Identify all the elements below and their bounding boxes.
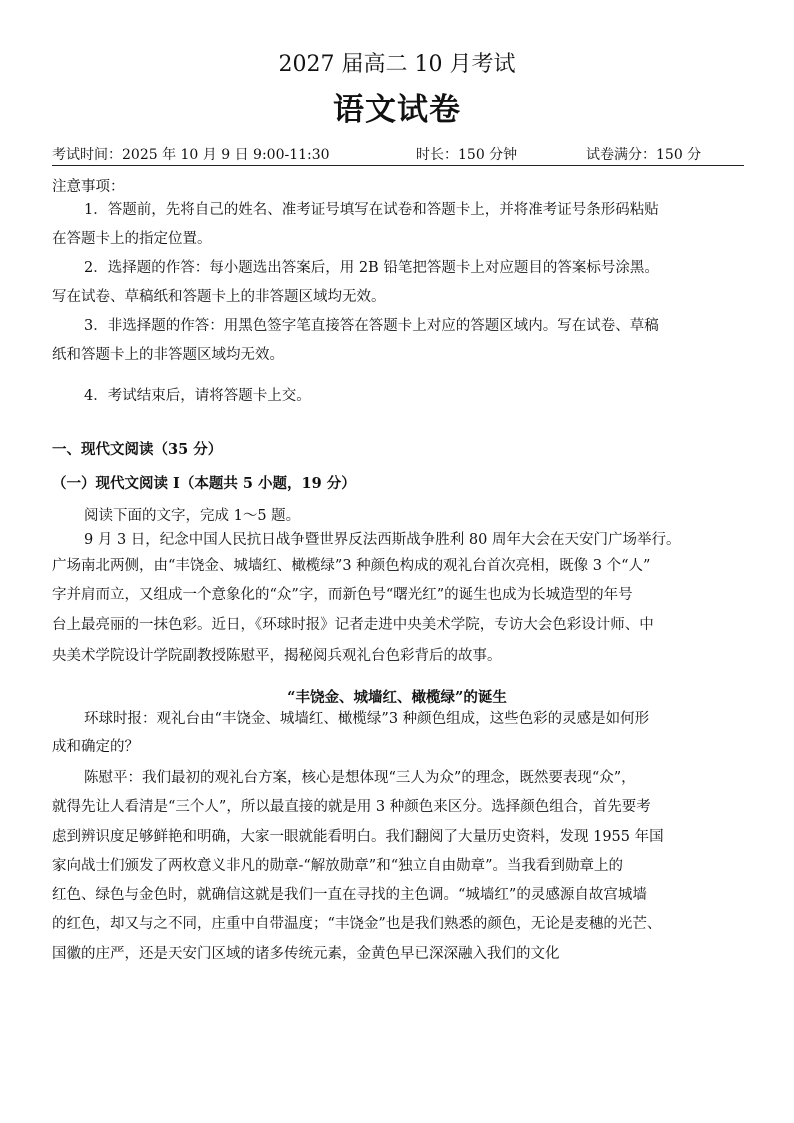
notice-line: 在答题卡上的指定位置。 [52,231,212,247]
part-title: （一）现代文阅读 I（本题共 5 小题，19 分） [52,475,356,492]
exam-time: 考试时间：2025 年 10 月 9 日 9:00-11:30 [52,147,330,163]
exam-info-row [52,145,744,166]
notice-line: 写在试卷、草稿纸和答题卡上的非答题区域均无效。 [52,289,386,305]
notice-heading: 注意事项： [52,179,125,195]
passage-line: 广场南北两侧，由“丰饶金、城墙红、橄榄绿”3 种颜色构成的观礼台首次亮相，既像 3 个“人” [52,558,651,574]
notice-line: 4．考试结束后，请将答题卡上交。 [84,388,311,404]
passage-line: 红色、绿色与金色时，就确信这就是我们一直在寻找的主色调。“城墙红”的灵感源自故宫城墙 [52,887,647,903]
notice-line: 纸和答题卡上的非答题区域均无效。 [52,347,284,363]
exam-duration: 时长：150 分钟 [416,147,518,163]
passage-line: 央美术学院设计学院副教授陈慰平，揭秘阅兵观礼台色彩背后的故事。 [52,648,502,664]
passage-line: 9 月 3 日，纪念中国人民抗日战争暨世界反法西斯战争胜利 80 周年大会在天安门广场举行。 [84,532,681,548]
passage-line: 陈慰平：我们最初的观礼台方案，核心是想体现“三人为众”的理念，既然要表现“众”， [84,770,636,786]
reading-instruction: 阅读下面的文字，完成 1～5 题。 [84,508,301,524]
full-score: 试卷满分：150 分 [586,147,702,163]
passage-line: 家向战士们颁发了两枚意义非凡的勋章-“解放勋章”和“独立自由勋章”。当我看到勋章上的 [52,858,624,874]
passage-line: 虑到辨识度足够鲜艳和明确，大家一眼就能看明白。我们翻阅了大量历史资料，发现 1955 年国 [52,829,664,845]
notice-line: 3．非选择题的作答：用黑色签字笔直接答在答题卡上对应的答题区域内。写在试卷、草稿 [84,318,659,334]
notice-line: 2．选择题的作答：每小题选出答案后，用 2B 铅笔把答题卡上对应题目的答案标号涂黑。 [84,260,659,276]
passage-line: 字并肩而立，又组成一个意象化的“众”字，而新色号“曙光红”的诞生也成为长城造型的年号 [52,587,633,603]
passage-line: 国徽的庄严，还是天安门区域的诸多传统元素，金黄色早已深深融入我们的文化 [52,946,560,962]
section-title: 一、现代文阅读（35 分） [52,441,223,458]
passage-line: 成和确定的？ [52,739,139,755]
article-subtitle: “丰饶金、城墙红、橄榄绿”的诞生 [287,689,507,706]
exam-name: 2027 届高二 10 月考试 [278,52,516,77]
paper-title: 语文试卷 [333,92,461,128]
passage-line: 就得先让人看清是“三个人”，所以最直接的就是用 3 种颜色来区分。选择颜色组合，首先要考 [52,799,651,815]
passage-line: 台上最亮丽的一抹色彩。近日，《环球时报》记者走进中央美术学院，专访大会色彩设计师、中 [52,617,654,633]
passage-line: 环球时报：观礼台由“丰饶金、城墙红、橄榄绿”3 种颜色组成，这些色彩的灵感是如何形 [84,711,650,727]
notice-line: 1．答题前，先将自己的姓名、准考证号填写在试卷和答题卡上，并将准考证号条形码粘贴 [84,202,659,218]
passage-line: 的红色，却又与之不同，庄重中自带温度；“丰饶金”也是我们熟悉的颜色，无论是麦穗的光芒、 [52,916,662,932]
